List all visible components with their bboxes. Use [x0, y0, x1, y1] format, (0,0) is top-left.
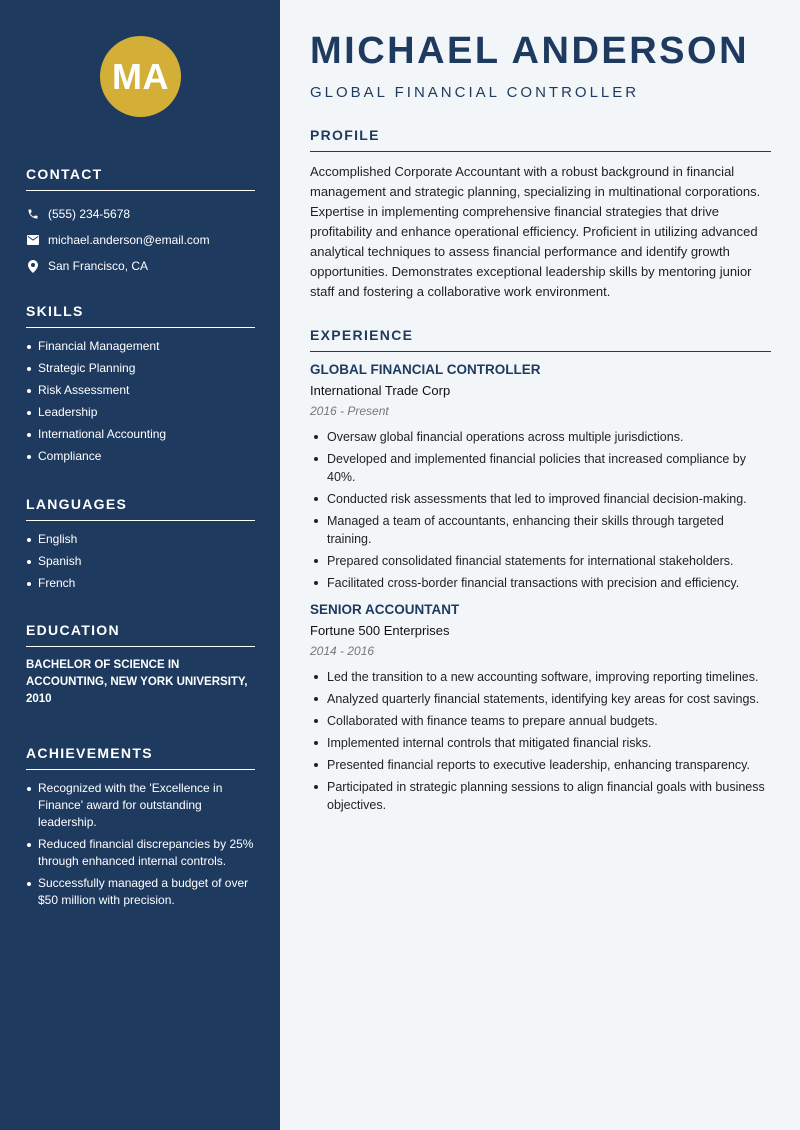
language-item: French [26, 575, 255, 592]
achievements-list [26, 780, 255, 909]
job-bullets [310, 428, 771, 592]
achievement-item: Reduced financial discrepancies by 25% through enhanced internal controls. [26, 836, 255, 870]
phone-text: (555) 234-5678 [48, 207, 131, 221]
job-bullet: Developed and implemented financial policies that increased compliance by 40%. [310, 450, 771, 486]
job-company: International Trade Corp [310, 383, 451, 398]
languages-section [26, 496, 255, 597]
contact-location [26, 253, 255, 279]
skill-item: Risk Assessment [26, 382, 255, 399]
achievement-item: Recognized with the 'Excellence in Finance' award for outstanding leadership. [26, 780, 255, 831]
skill-item: International Accounting [26, 426, 255, 443]
job-dates: 2014 - 2016 [310, 644, 375, 658]
job-bullet: Managed a team of accountants, enhancing their skills through targeted training. [310, 512, 771, 548]
location-text: San Francisco, CA [48, 259, 149, 273]
education-text: BACHELOR OF SCIENCE IN ACCOUNTING, NEW YORK UNIVERSITY, 2010 [26, 659, 248, 705]
name-title: MICHAEL ANDERSON [310, 30, 750, 72]
role-subtitle: GLOBAL FINANCIAL CONTROLLER [310, 84, 640, 101]
job-dates: 2016 - Present [310, 404, 389, 418]
phone-icon [26, 207, 40, 221]
envelope-icon [26, 233, 40, 247]
job-bullets [310, 668, 771, 814]
job-bullet: Conducted risk assessments that led to improved financial decision-making. [310, 490, 771, 508]
job-bullet: Presented financial reports to executive leadership, enhancing transparency. [310, 756, 771, 774]
skill-item: Compliance [26, 448, 255, 465]
job-bullet: Facilitated cross-border financial transactions with precision and efficiency. [310, 574, 771, 592]
avatar: MA [100, 36, 181, 117]
contact-heading: CONTACT [26, 166, 255, 191]
skills-list [26, 338, 255, 465]
map-pin-icon [26, 259, 40, 273]
job-entry [310, 362, 771, 592]
education-heading: EDUCATION [26, 622, 255, 647]
job-title: GLOBAL FINANCIAL CONTROLLER [310, 362, 541, 377]
job-bullet: Implemented internal controls that mitigated financial risks. [310, 734, 771, 752]
skills-section [26, 303, 255, 470]
languages-list [26, 531, 255, 592]
language-item: Spanish [26, 553, 255, 570]
profile-text: Accomplished Corporate Accountant with a robust background in financial management and strategic planning, specializing in multinational corporations. Expertise in implementing comprehensive financial strategies that drive profitability and enhance operational efficiency. Proficient in utilizing advanced analytical techniques to assess financial performance and identify growth opportunities. Demonstrates exceptional leadership skills by mentoring junior staff and fostering a collaborative work environment. [310, 164, 761, 299]
job-entry [310, 602, 771, 814]
languages-heading: LANGUAGES [26, 496, 255, 521]
job-bullet: Analyzed quarterly financial statements, identifying key areas for cost savings. [310, 690, 771, 708]
job-bullet: Oversaw global financial operations across multiple jurisdictions. [310, 428, 771, 446]
sidebar [0, 0, 280, 1130]
experience-section [310, 327, 771, 818]
job-bullet: Led the transition to a new accounting software, improving reporting timelines. [310, 668, 771, 686]
achievements-heading: ACHIEVEMENTS [26, 745, 255, 770]
contact-phone [26, 201, 255, 227]
achievements-section [26, 745, 255, 914]
profile-section [310, 127, 771, 302]
skills-heading: SKILLS [26, 303, 255, 328]
contact-email [26, 227, 255, 253]
profile-heading: PROFILE [310, 127, 771, 152]
experience-heading: EXPERIENCE [310, 327, 771, 352]
job-bullet: Participated in strategic planning sessions to align financial goals with business objectives. [310, 778, 771, 814]
skill-item: Strategic Planning [26, 360, 255, 377]
job-title: SENIOR ACCOUNTANT [310, 602, 460, 617]
language-item: English [26, 531, 255, 548]
education-section [26, 622, 255, 708]
skill-item: Leadership [26, 404, 255, 421]
contact-section [26, 166, 255, 279]
email-text: michael.anderson@email.com [48, 233, 210, 247]
achievement-item: Successfully managed a budget of over $50 million with precision. [26, 875, 255, 909]
skill-item: Financial Management [26, 338, 255, 355]
job-company: Fortune 500 Enterprises [310, 623, 450, 638]
job-bullet: Prepared consolidated financial statements for international stakeholders. [310, 552, 771, 570]
job-bullet: Collaborated with finance teams to prepare annual budgets. [310, 712, 771, 730]
